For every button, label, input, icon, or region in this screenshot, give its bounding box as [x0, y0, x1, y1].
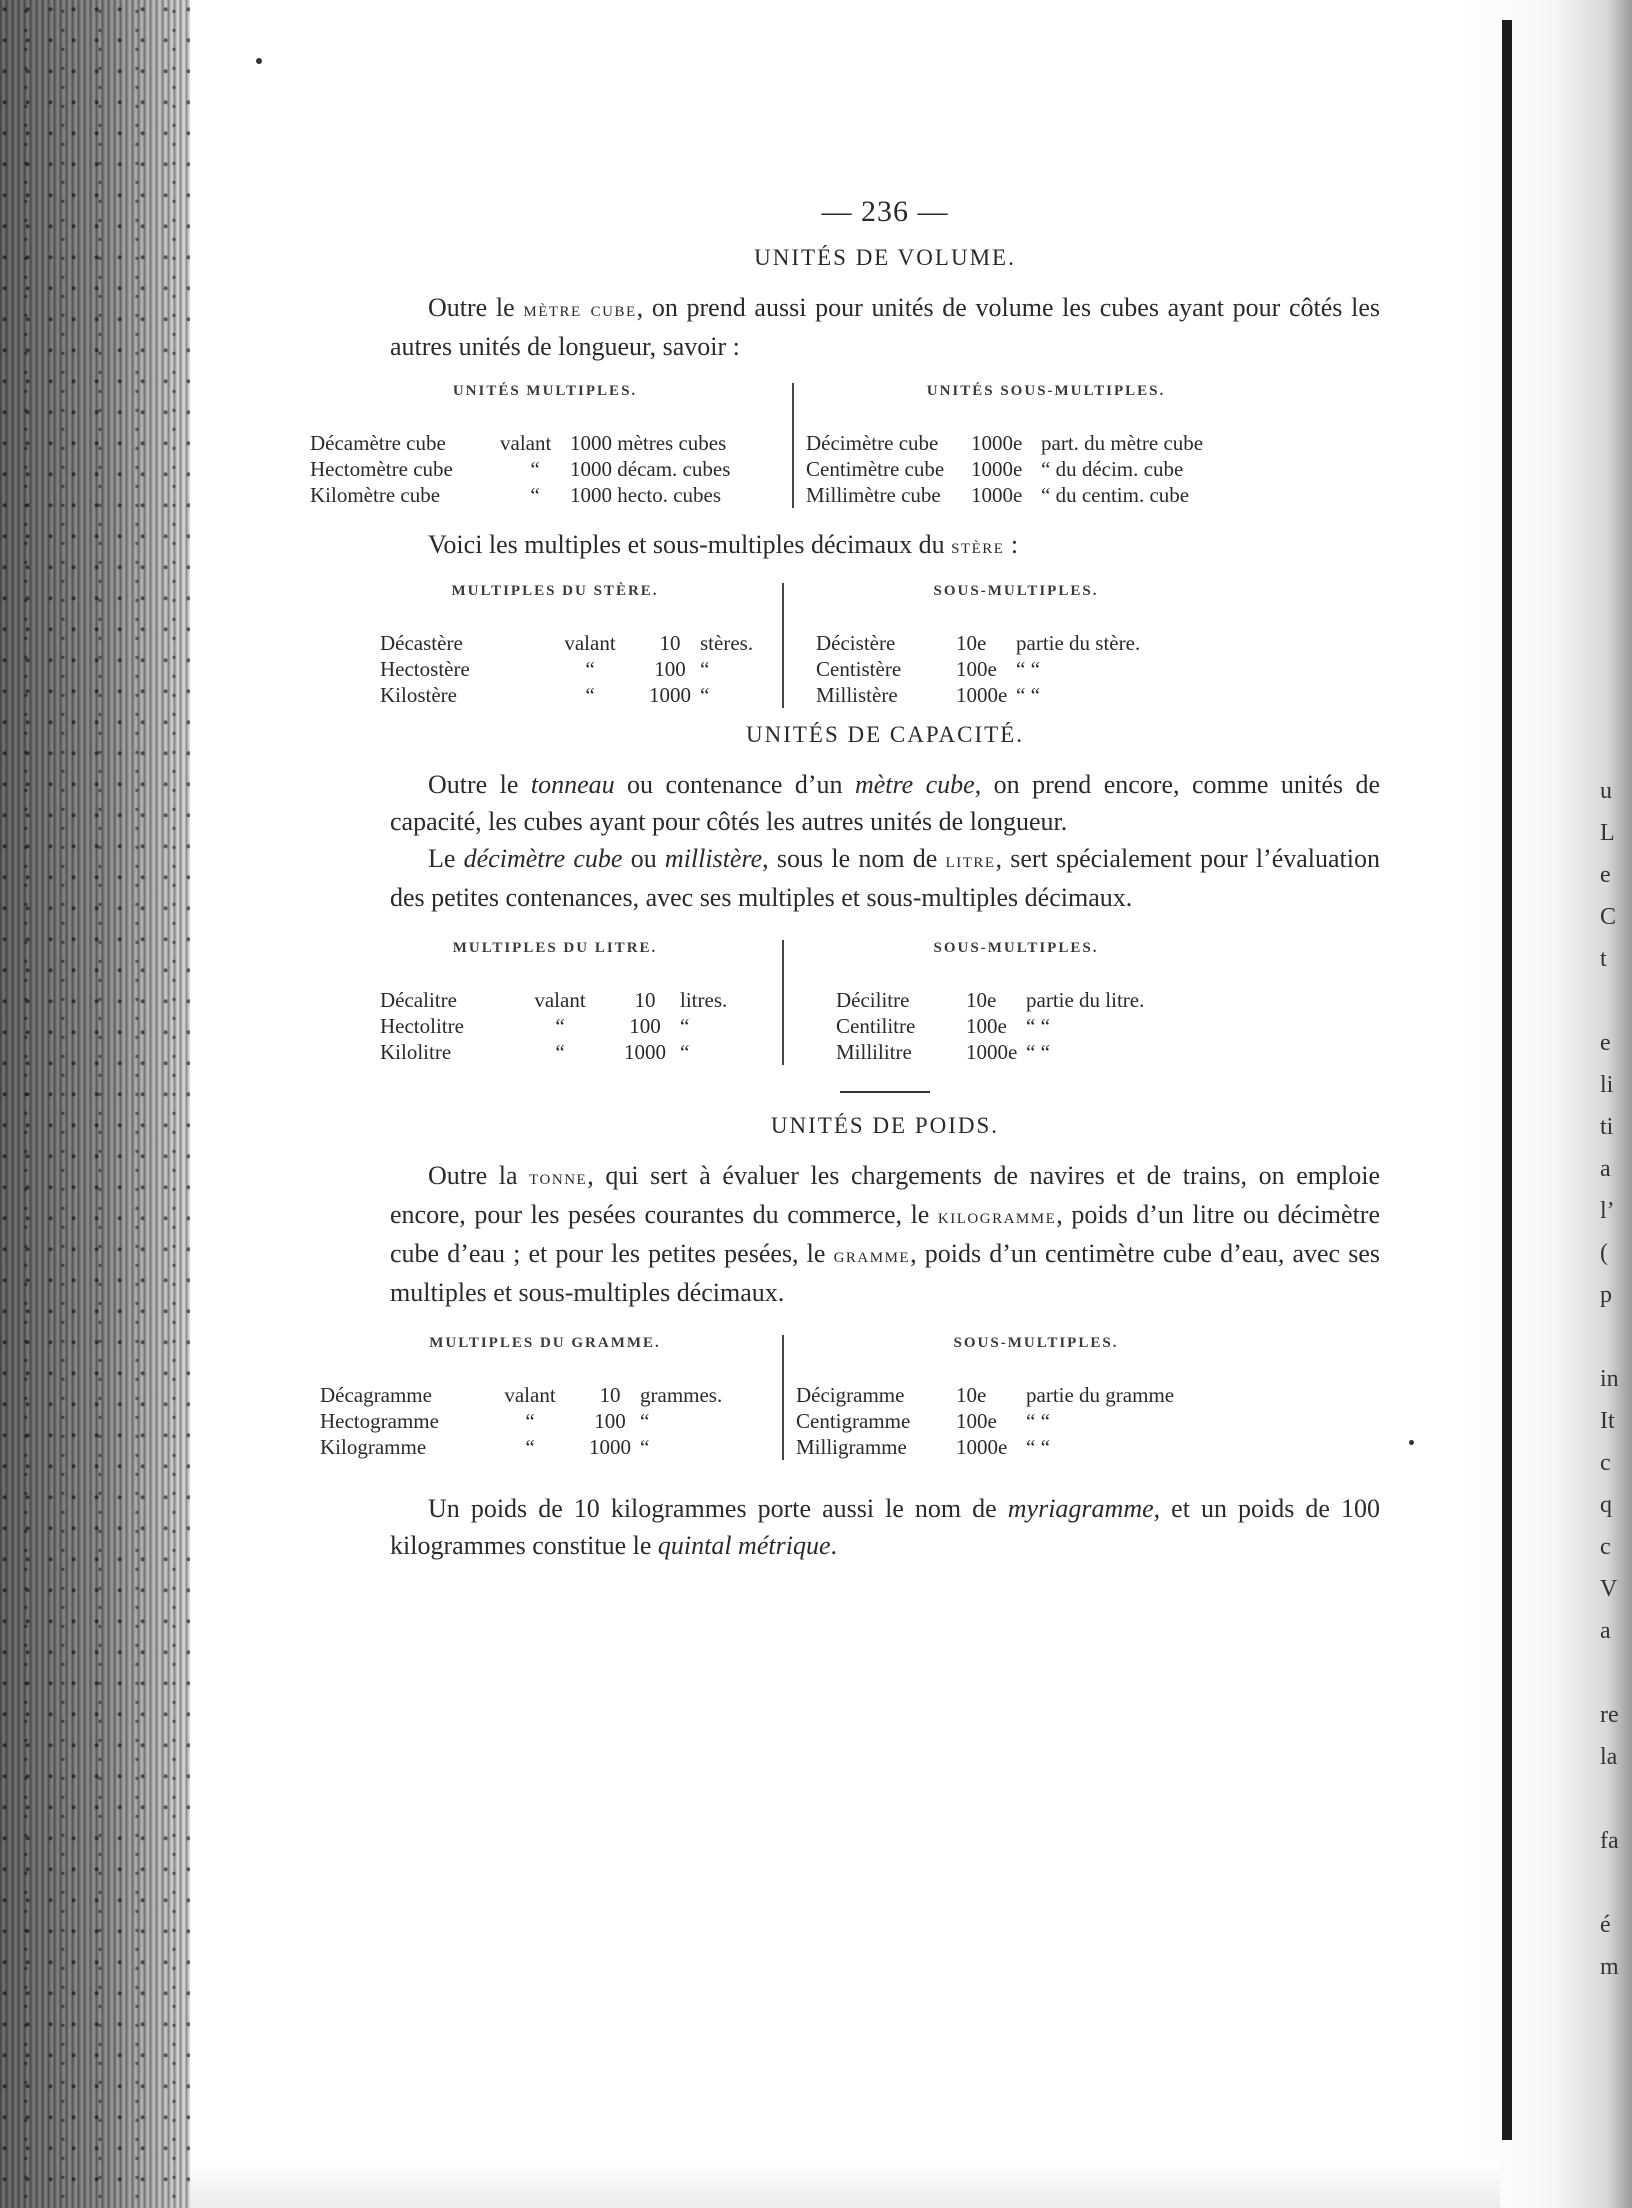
unit-label: “ [700, 683, 710, 707]
stere-unit-tables [340, 583, 1340, 708]
next-page-fragment: a [1600, 1156, 1611, 1182]
next-page-fragments [1600, 770, 1632, 1988]
unit-value: 10 [634, 988, 656, 1012]
page-content [310, 195, 1380, 1564]
table-rows [806, 430, 1286, 508]
unit-name: Décalitre [380, 988, 457, 1012]
gutter-binding-line [1502, 20, 1512, 2140]
next-page-fragment: c [1600, 1534, 1611, 1560]
book-edge-texture [0, 0, 190, 2208]
table-row [796, 1434, 1276, 1460]
unit-relation: partie du gramme [1026, 1383, 1175, 1407]
next-page-fragment: ( [1600, 1240, 1608, 1266]
next-page-fragment [1600, 1862, 1632, 1904]
text-run: Outre la [428, 1161, 530, 1190]
next-page-fragment [1600, 980, 1632, 1022]
unit-value: 100e [966, 1014, 1007, 1038]
unit-name: Kilolitre [380, 1040, 452, 1064]
next-page-fragment: c [1600, 1450, 1611, 1476]
table-header: SOUS-MULTIPLES. [933, 940, 1099, 956]
unit-value: 100 [654, 657, 686, 681]
unit-value: 1000 décam. cubes [570, 457, 731, 481]
capacity-paragraph-1 [390, 766, 1380, 840]
table-row [816, 630, 1236, 656]
unit-value: 1000 [649, 683, 691, 707]
next-page-fragment: C [1600, 904, 1617, 930]
smallcaps-term: tonne [529, 1165, 588, 1189]
italic-term: tonneau [530, 770, 615, 799]
table-rows [796, 987, 1236, 1065]
ink-speck [256, 58, 262, 64]
unit-name: Décimètre cube [806, 431, 939, 455]
stere-intro-paragraph [390, 526, 1380, 565]
unit-name: Hectogramme [320, 1409, 439, 1433]
bottom-page-shadow [190, 2160, 1500, 2208]
italic-term: mètre cube [854, 770, 975, 799]
table-row [380, 1013, 770, 1039]
text-run: , on prend encore, comme unités de capacité, les cubes ayant pour côtés les autres unités de longueur. [390, 770, 1380, 836]
unit-label: “ [680, 1014, 690, 1038]
capacity-unit-tables [340, 940, 1340, 1065]
table-row [380, 682, 770, 708]
unit-name: Millilitre [836, 1040, 912, 1064]
text-run: . [830, 1531, 837, 1560]
unit-relation: “ [525, 1435, 535, 1459]
table-rows [320, 1382, 770, 1460]
table-row [320, 1408, 770, 1434]
unit-relation: “ du centim. cube [1041, 483, 1190, 507]
text-run: Voici les multiples et sous-multiples décimaux du [428, 530, 952, 559]
unit-name: Centistère [816, 657, 902, 681]
text-run: , sous le nom de [762, 844, 946, 873]
unit-label: “ [640, 1409, 650, 1433]
unit-name: Décamètre cube [310, 431, 446, 455]
unit-value: 10e [956, 631, 987, 655]
table-row [380, 987, 770, 1013]
weight-paragraph [390, 1157, 1380, 1311]
table-header: MULTIPLES DU STÈRE. [451, 583, 659, 599]
next-page-fragment: l’ [1600, 1198, 1615, 1224]
table-header: SOUS-MULTIPLES. [953, 1335, 1119, 1351]
text-run: Un poids de 10 kilogrammes porte aussi le nom de [428, 1494, 1008, 1523]
unit-value: 10 [599, 1383, 621, 1407]
next-page-fragment: in [1600, 1366, 1619, 1392]
unit-relation: “ [530, 483, 540, 507]
smallcaps-term: kilogramme [937, 1204, 1057, 1228]
unit-name: Centilitre [836, 1014, 916, 1038]
section-separator-rule [840, 1091, 930, 1093]
smallcaps-term: stère [951, 534, 1005, 558]
table-header: UNITÉS SOUS-MULTIPLES. [926, 383, 1166, 399]
unit-label: “ [680, 1040, 690, 1064]
unit-relation: valant [564, 631, 616, 655]
unit-name: Décistère [816, 631, 896, 655]
next-page-fragment: e [1600, 862, 1611, 888]
unit-relation: “ “ [1016, 657, 1040, 681]
litre-multiples-table [340, 940, 770, 1065]
unit-value: 1000e [956, 683, 1008, 707]
section-title-volume: UNITÉS DE VOLUME. [754, 245, 1016, 270]
ink-speck [1409, 1440, 1414, 1445]
unit-relation: “ “ [1026, 1014, 1050, 1038]
smallcaps-term: mètre cube [523, 297, 637, 321]
column-divider [782, 1335, 784, 1460]
next-page-fragment: re [1600, 1702, 1619, 1728]
gramme-submultiples-table [796, 1335, 1276, 1460]
table-row [806, 430, 1286, 456]
capacity-paragraph-2 [390, 840, 1380, 916]
stere-multiples-table [340, 583, 770, 708]
stere-submultiples-table [796, 583, 1236, 708]
volume-submultiples-table [806, 383, 1286, 508]
next-page-fragment: e [1600, 1030, 1611, 1056]
unit-relation: partie du litre. [1026, 988, 1145, 1012]
next-page-fragment: p [1600, 1282, 1612, 1308]
unit-name: Décastère [380, 631, 463, 655]
table-row [836, 987, 1236, 1013]
unit-name: Milligramme [796, 1435, 907, 1459]
table-rows [796, 1382, 1276, 1460]
unit-name: Kilostère [380, 683, 457, 707]
table-row [796, 1382, 1276, 1408]
text-run: , poids d’un litre ou décimètre cube d’eau ; et pour les petites pesées, le [390, 1200, 1380, 1268]
unit-value: 100e [956, 657, 997, 681]
table-row [380, 630, 770, 656]
unit-name: Kilomètre cube [310, 483, 441, 507]
litre-submultiples-table [796, 940, 1236, 1065]
unit-relation: valant [504, 1383, 556, 1407]
unit-relation: “ du décim. cube [1041, 457, 1184, 481]
table-row [380, 1039, 770, 1065]
unit-name: Centigramme [796, 1409, 911, 1433]
text-run: ou contenance d’un [614, 770, 855, 799]
table-row [816, 656, 1236, 682]
unit-name: Hectomètre cube [310, 457, 453, 481]
volume-multiples-table [310, 383, 780, 508]
table-row [806, 456, 1286, 482]
next-page-fragment: a [1600, 1618, 1611, 1644]
unit-relation: partie du stère. [1016, 631, 1141, 655]
table-row [320, 1382, 770, 1408]
table-rows [310, 430, 780, 508]
next-page-fragment: L [1600, 820, 1615, 846]
next-page-fragment: li [1600, 1072, 1614, 1098]
unit-relation: part. du mètre cube [1041, 431, 1204, 455]
italic-term: décimètre cube [463, 844, 623, 873]
unit-label: litres. [680, 988, 728, 1012]
unit-relation: “ [585, 657, 595, 681]
unit-value: 1000 [624, 1040, 666, 1064]
next-page-fragment: q [1600, 1492, 1612, 1518]
unit-value: 10 [659, 631, 681, 655]
table-rows [340, 987, 770, 1065]
table-row [310, 482, 780, 508]
table-row [310, 430, 780, 456]
next-page-fragment: fa [1600, 1828, 1619, 1854]
closing-paragraph [390, 1490, 1380, 1564]
unit-value: 10e [966, 988, 997, 1012]
next-page-fragment: It [1600, 1408, 1615, 1434]
table-rows [796, 630, 1236, 708]
next-page-fragment [1600, 1778, 1632, 1820]
table-row [380, 656, 770, 682]
table-row [816, 682, 1236, 708]
unit-name: Décigramme [796, 1383, 905, 1407]
unit-value: 100 [629, 1014, 661, 1038]
next-page-fragment: é [1600, 1912, 1611, 1938]
gramme-multiples-table [320, 1335, 770, 1460]
next-page-fragment: u [1600, 778, 1612, 804]
text-run: Outre le [428, 770, 531, 799]
unit-relation: “ [530, 457, 540, 481]
column-divider [782, 940, 784, 1065]
table-row [796, 1408, 1276, 1434]
unit-name: Hectolitre [380, 1014, 464, 1038]
unit-name: Kilogramme [320, 1435, 427, 1459]
unit-relation: valant [500, 431, 552, 455]
unit-label: “ [640, 1435, 650, 1459]
italic-term: millistère [664, 844, 763, 873]
unit-label: stères. [700, 631, 754, 655]
unit-name: Centimètre cube [806, 457, 945, 481]
text-run: : [1004, 530, 1019, 559]
volume-unit-tables [310, 383, 1480, 508]
text-run: , poids d’un centimètre cube d’eau, avec ses multiples et sous-multiples décimaux. [390, 1239, 1380, 1307]
text-run: ou [622, 844, 665, 873]
smallcaps-term: gramme [833, 1243, 911, 1267]
unit-name: Millimètre cube [806, 483, 941, 507]
table-row [310, 456, 780, 482]
unit-value: 100e [956, 1409, 997, 1433]
unit-value: 1000 hecto. cubes [570, 483, 722, 507]
weight-unit-tables [320, 1335, 1400, 1460]
text-run: , qui sert à évaluer les chargements de navires et de trains, on emploie encore, pour les pesées courantes du commerce, le [390, 1161, 1380, 1229]
text-run: Le [428, 844, 464, 873]
text-run: Outre le [428, 293, 524, 322]
italic-term: quintal métrique [657, 1531, 831, 1560]
table-header: MULTIPLES DU LITRE. [452, 940, 658, 956]
next-page-fragment: t [1600, 946, 1607, 972]
table-rows [340, 630, 770, 708]
table-header: MULTIPLES DU GRAMME. [429, 1335, 661, 1351]
table-row [836, 1039, 1236, 1065]
volume-intro-paragraph [390, 289, 1380, 365]
next-page-fragment [1600, 1316, 1632, 1358]
unit-relation: valant [534, 988, 586, 1012]
unit-name: Hectostère [380, 657, 470, 681]
unit-relation: “ “ [1026, 1409, 1050, 1433]
column-divider [792, 383, 794, 508]
table-row [806, 482, 1286, 508]
next-page-fragment [1600, 1652, 1632, 1694]
section-title-capacity: UNITÉS DE CAPACITÉ. [745, 722, 1025, 747]
table-row [320, 1434, 770, 1460]
unit-relation: “ [555, 1014, 565, 1038]
unit-value: 1000e [956, 1435, 1008, 1459]
unit-relation: “ [555, 1040, 565, 1064]
unit-value: 1000e [971, 483, 1023, 507]
unit-value: 1000e [966, 1040, 1018, 1064]
unit-value: 1000e [971, 457, 1023, 481]
unit-name: Millistère [816, 683, 898, 707]
next-page-fragment: m [1600, 1954, 1619, 1980]
table-header: SOUS-MULTIPLES. [933, 583, 1099, 599]
table-row [836, 1013, 1236, 1039]
unit-name: Décilitre [836, 988, 910, 1012]
unit-value: 100 [594, 1409, 626, 1433]
unit-relation: “ “ [1026, 1040, 1050, 1064]
smallcaps-term: litre [945, 848, 996, 872]
unit-value: 1000 mètres cubes [570, 431, 727, 455]
unit-relation: “ [585, 683, 595, 707]
unit-value: 1000e [971, 431, 1023, 455]
column-divider [782, 583, 784, 708]
unit-label: grammes. [640, 1383, 723, 1407]
page-number: — 236 — [821, 195, 949, 228]
text-run: , et un poids de 100 kilogrammes constitue le [390, 1494, 1380, 1560]
unit-name: Décagramme [320, 1383, 432, 1407]
unit-relation: “ “ [1016, 683, 1040, 707]
text-run: , sert spécialement pour l’évaluation des petites contenances, avec ses multiples et sous-multiples décimaux. [390, 844, 1380, 912]
next-page-fragment: V [1600, 1576, 1618, 1602]
unit-relation: “ [525, 1409, 535, 1433]
unit-label: “ [700, 657, 710, 681]
next-page-fragment: ti [1600, 1114, 1614, 1140]
italic-term: myriagramme [1007, 1494, 1154, 1523]
text-run: , on prend aussi pour unités de volume les cubes ayant pour côtés les autres unités de longueur, savoir : [390, 293, 1380, 361]
unit-value: 1000 [589, 1435, 631, 1459]
section-title-weight: UNITÉS DE POIDS. [770, 1113, 1000, 1138]
next-page-fragment: la [1600, 1744, 1618, 1770]
table-header: UNITÉS MULTIPLES. [452, 383, 638, 399]
unit-value: 10e [956, 1383, 987, 1407]
unit-relation: “ “ [1026, 1435, 1050, 1459]
